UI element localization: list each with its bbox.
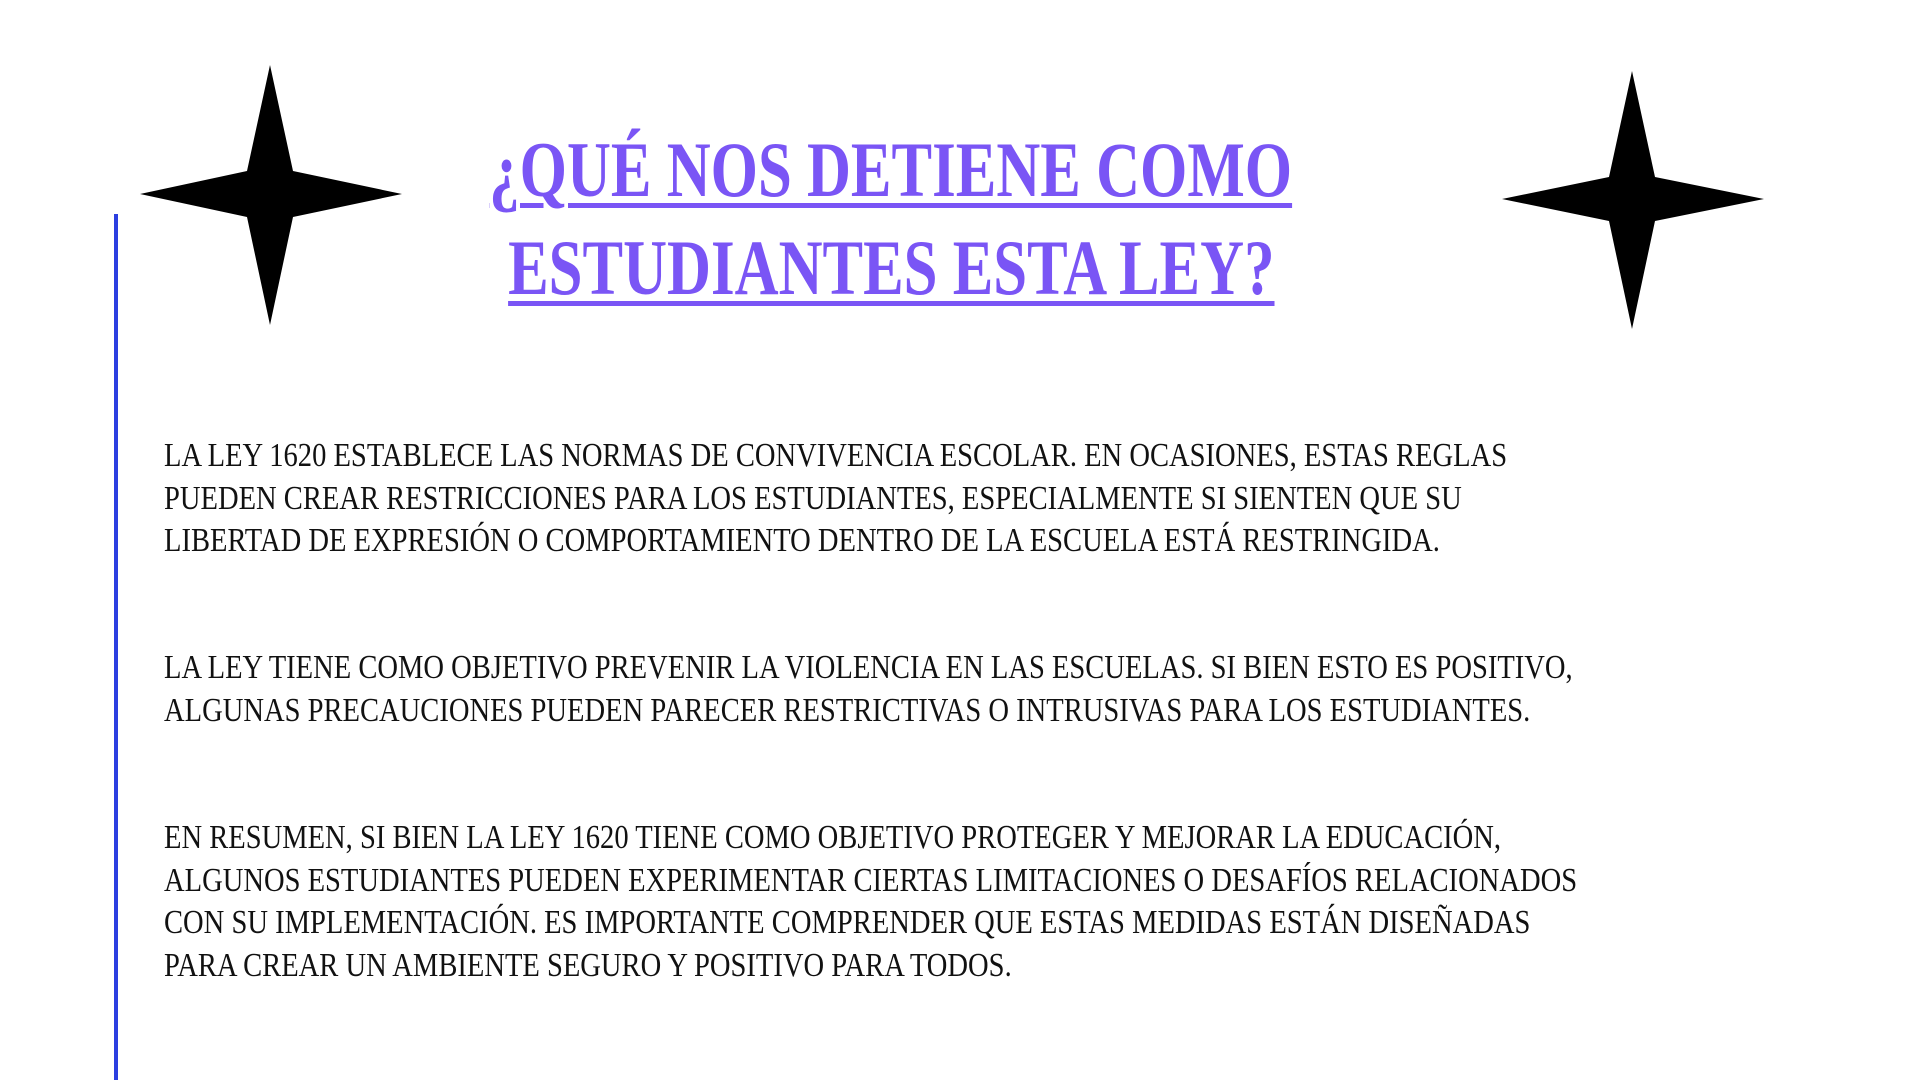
paragraph-line: EN RESUMEN, SI BIEN LA LEY 1620 TIENE COMO OBJETIVO PROTEGER Y MEJORAR LA EDUCACIÓN, [164, 819, 1502, 856]
paragraph-line: LIBERTAD DE EXPRESIÓN O COMPORTAMIENTO DENTRO DE LA ESCUELA ESTÁ RESTRINGIDA. [164, 522, 1440, 559]
paragraph-line: CON SU IMPLEMENTACIÓN. ES IMPORTANTE COMPRENDER QUE ESTAS MEDIDAS ESTÁN DISEÑADAS [164, 904, 1531, 941]
paragraph-line: LA LEY 1620 ESTABLECE LAS NORMAS DE CONVIVENCIA ESCOLAR. EN OCASIONES, ESTAS REGLAS [164, 437, 1508, 474]
paragraph-2 [164, 647, 1841, 732]
paragraph-1 [164, 435, 1763, 563]
paragraph-line: PARA CREAR UN AMBIENTE SEGURO Y POSITIVO PARA TODOS. [164, 946, 1012, 984]
page-title-line-2 [0, 224, 1782, 311]
paragraph-line: ALGUNOS ESTUDIANTES PUEDEN EXPERIMENTAR CIERTAS LIMITACIONES O DESAFÍOS RELACIONADOS [164, 861, 1578, 899]
title-line-1: ¿QUÉ NOS DETIENE COMO [489, 126, 1293, 213]
paragraph-line: LA LEY TIENE COMO OBJETIVO PREVENIR LA VIOLENCIA EN LAS ESCUELAS. SI BIEN ESTO ES POSITIVO, [164, 649, 1573, 686]
page-title [0, 126, 1782, 213]
accent-bar [114, 214, 118, 1080]
paragraph-3 [164, 817, 1846, 987]
paragraph-line: PUEDEN CREAR RESTRICCIONES PARA LOS ESTUDIANTES, ESPECIALMENTE SI SIENTEN QUE SU [164, 479, 1462, 517]
paragraph-line: ALGUNAS PRECAUCIONES PUEDEN PARECER RESTRICTIVAS O INTRUSIVAS PARA LOS ESTUDIANTES. [164, 691, 1531, 729]
title-line-2: ESTUDIANTES ESTA LEY? [507, 224, 1275, 311]
